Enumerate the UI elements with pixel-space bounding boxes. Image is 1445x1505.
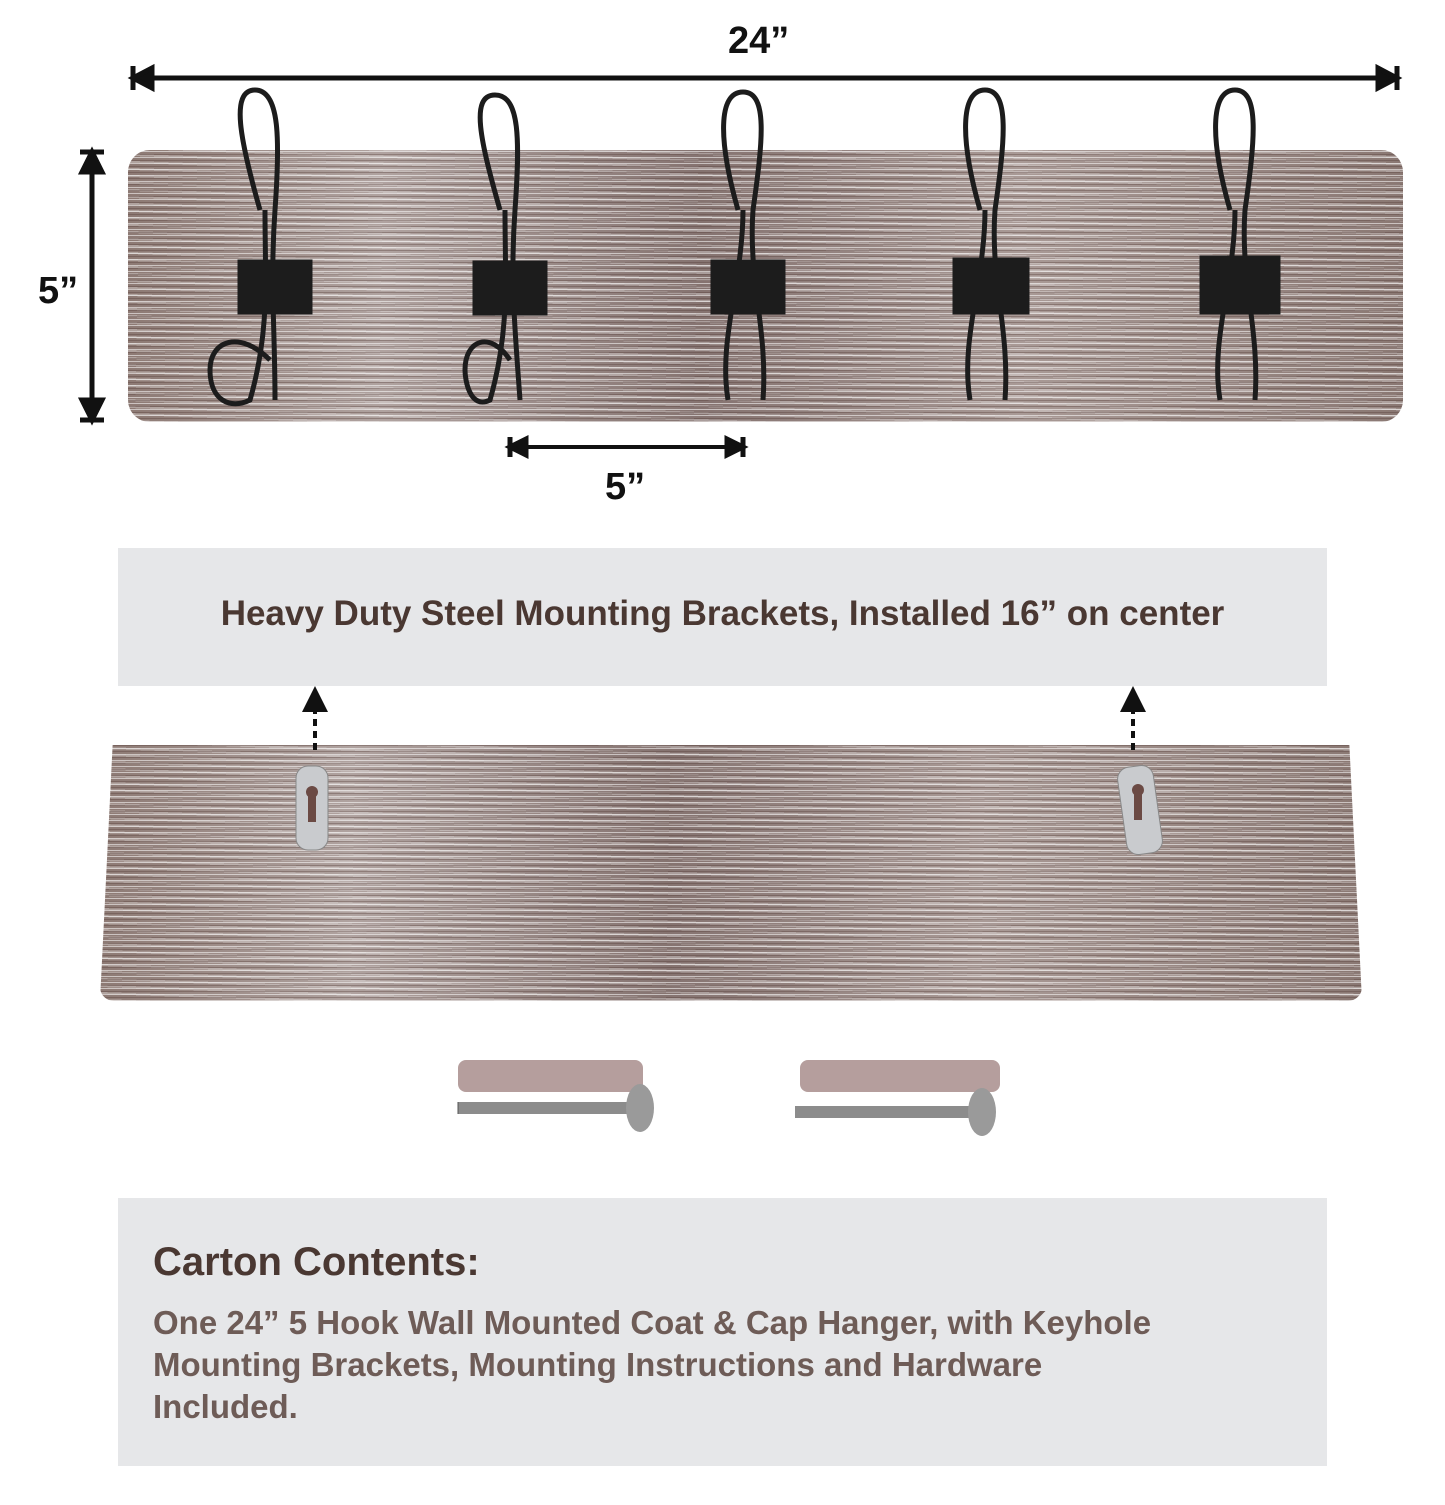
wall-anchor-icon (800, 1060, 1000, 1092)
keyhole-bracket-icon (1116, 764, 1164, 856)
hooks (0, 80, 1445, 420)
width-dimension-label: 24” (728, 20, 790, 62)
hook-icon (1202, 90, 1278, 400)
hook-icon (465, 95, 545, 402)
brackets-banner-text: Heavy Duty Steel Mounting Brackets, Installed 16” on center (220, 594, 1225, 633)
carton-contents-title: Carton Contents: (153, 1240, 480, 1284)
brackets-banner (118, 548, 1327, 686)
screw-icon (795, 1088, 996, 1136)
keyhole-brackets (0, 680, 1445, 880)
carton-contents-panel (118, 1198, 1327, 1466)
wall-anchor-icon (458, 1060, 643, 1092)
carton-line: Mounting Brackets, Mounting Instructions and Hardware (153, 1346, 1043, 1383)
carton-line: Included. (153, 1388, 298, 1425)
up-arrow-icon (302, 686, 328, 750)
keyhole-bracket-icon (296, 766, 328, 850)
hook-icon (210, 90, 310, 404)
spacing-dimension-label: 5” (605, 466, 646, 508)
up-arrow-icon (1120, 686, 1146, 750)
hook-icon (955, 90, 1027, 400)
carton-contents-description (153, 1302, 1151, 1428)
carton-line: One 24” 5 Hook Wall Mounted Coat & Cap Hanger, with Keyhole (153, 1304, 1152, 1341)
height-dimension-label: 5” (38, 270, 79, 312)
hardware (0, 1040, 1445, 1160)
hook-icon (713, 92, 783, 400)
